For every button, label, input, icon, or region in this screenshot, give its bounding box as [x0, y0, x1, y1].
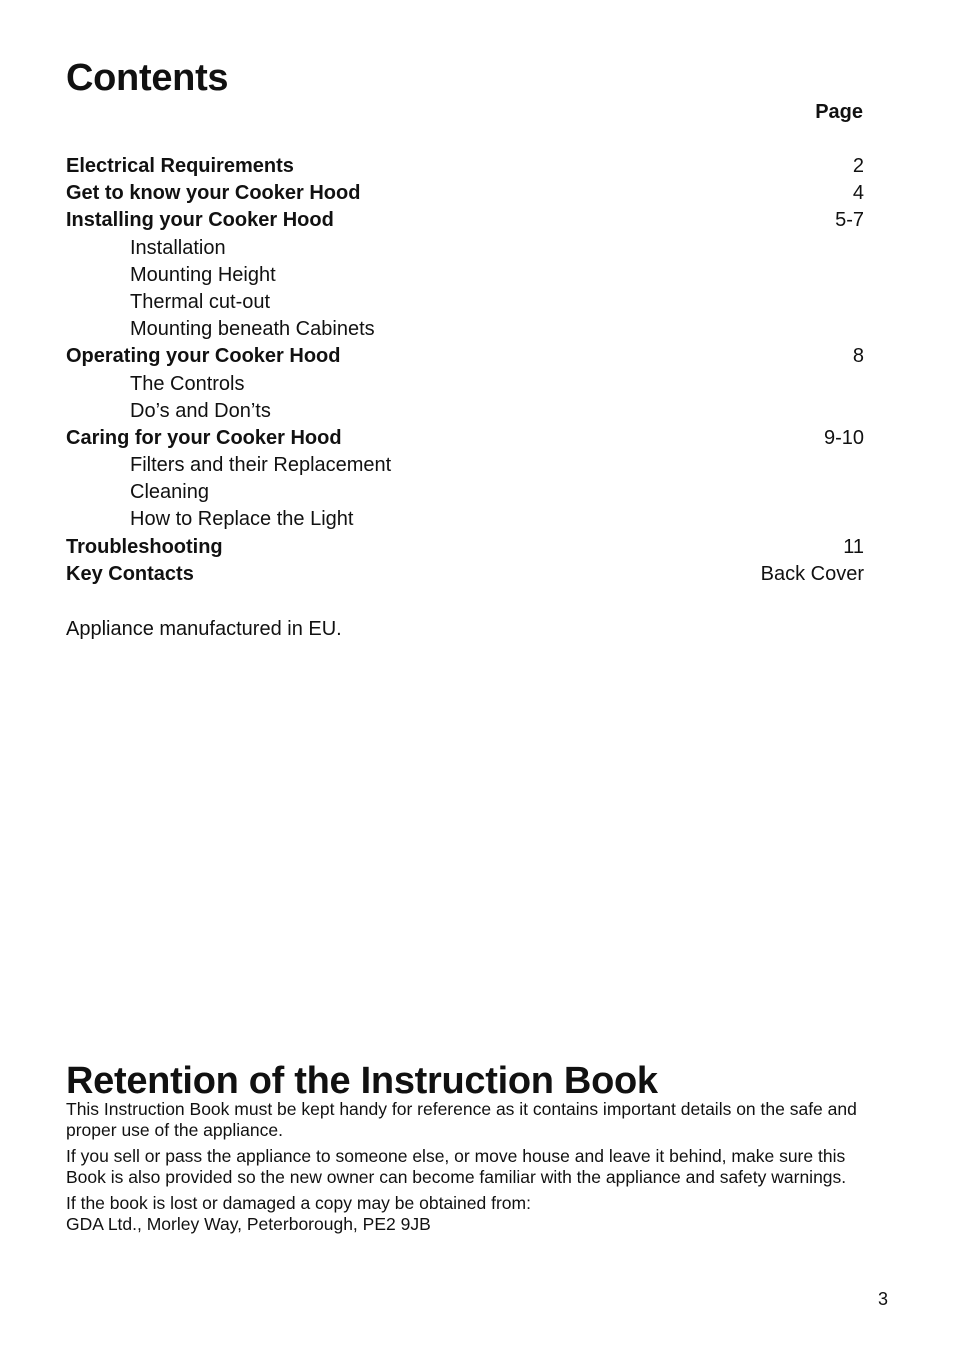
toc-entry-label: Electrical Requirements	[66, 155, 294, 177]
toc-subentry-label: Do’s and Don’ts	[130, 399, 271, 422]
toc-subentry[interactable]	[66, 235, 864, 262]
toc-entry-page: 11	[843, 535, 864, 558]
toc-subentry[interactable]	[66, 452, 864, 479]
toc-entry[interactable]	[66, 207, 864, 234]
toc-entry-label: Installing your Cooker Hood	[66, 209, 334, 232]
page-number: 3	[877, 1289, 888, 1309]
toc-subentry[interactable]	[66, 479, 864, 506]
table-of-contents	[66, 153, 864, 588]
toc-subentry[interactable]	[66, 506, 864, 533]
toc-subentry[interactable]	[66, 371, 864, 398]
toc-subentry[interactable]	[66, 289, 864, 316]
toc-subentry-label: How to Replace the Light	[130, 508, 354, 531]
toc-subentry-label: Mounting beneath Cabinets	[130, 318, 375, 341]
toc-subentry[interactable]	[66, 398, 864, 425]
toc-subentry-label: Thermal cut-out	[130, 290, 271, 313]
retention-paragraph-3-line-1: If the book is lost or damaged a copy may be obtained from:	[66, 1193, 531, 1213]
toc-subentry-label: The Controls	[130, 372, 245, 395]
toc-entry-page: 5-7	[835, 209, 864, 232]
supplier-address: GDA Ltd., Morley Way, Peterborough, PE2 9JB	[66, 1213, 431, 1234]
toc-entry-label: Caring for your Cooker Hood	[66, 426, 342, 449]
toc-subentry[interactable]	[66, 316, 864, 343]
toc-entry[interactable]	[66, 534, 864, 561]
page-column-heading: Page	[815, 101, 863, 123]
toc-entry-page: 9-10	[823, 426, 864, 449]
retention-paragraph-1: This Instruction Book must be kept handy for reference as it contains important details on the safe and proper use of the appliance.	[66, 1099, 857, 1140]
toc-entry[interactable]	[66, 561, 864, 588]
toc-subentry-label: Filters and their Replacement	[130, 454, 392, 477]
toc-entry-label: Troubleshooting	[66, 535, 223, 558]
toc-entry[interactable]	[66, 425, 864, 452]
toc-entry-label: Get to know your Cooker Hood	[66, 182, 361, 205]
toc-entry-page: 2	[852, 155, 864, 177]
toc-entry-page: 4	[852, 182, 864, 205]
retention-paragraph-3	[66, 1193, 876, 1234]
toc-entry[interactable]	[66, 153, 864, 180]
toc-subentry-label: Installation	[130, 236, 226, 259]
retention-paragraph-2: If you sell or pass the appliance to someone else, or move house and leave it behind, make sure this Book is also provided so the new owner can become familiar with the appliance and safety warnings.	[66, 1146, 847, 1187]
toc-subentry-label: Mounting Height	[130, 263, 276, 286]
toc-subentry[interactable]	[66, 262, 864, 289]
toc-entry[interactable]	[66, 343, 864, 370]
toc-entry-page: Back Cover	[760, 562, 864, 585]
manufactured-note: Appliance manufactured in EU.	[66, 618, 342, 640]
toc-entry-label: Operating your Cooker Hood	[66, 345, 341, 368]
toc-subentry-label: Cleaning	[130, 481, 209, 504]
toc-entry[interactable]	[66, 180, 864, 207]
toc-entry-label: Key Contacts	[66, 562, 194, 585]
retention-title: Retention of the Instruction Book	[66, 1060, 658, 1102]
retention-body	[66, 1099, 876, 1240]
toc-entry-page: 8	[852, 345, 864, 368]
contents-title: Contents	[66, 57, 229, 99]
